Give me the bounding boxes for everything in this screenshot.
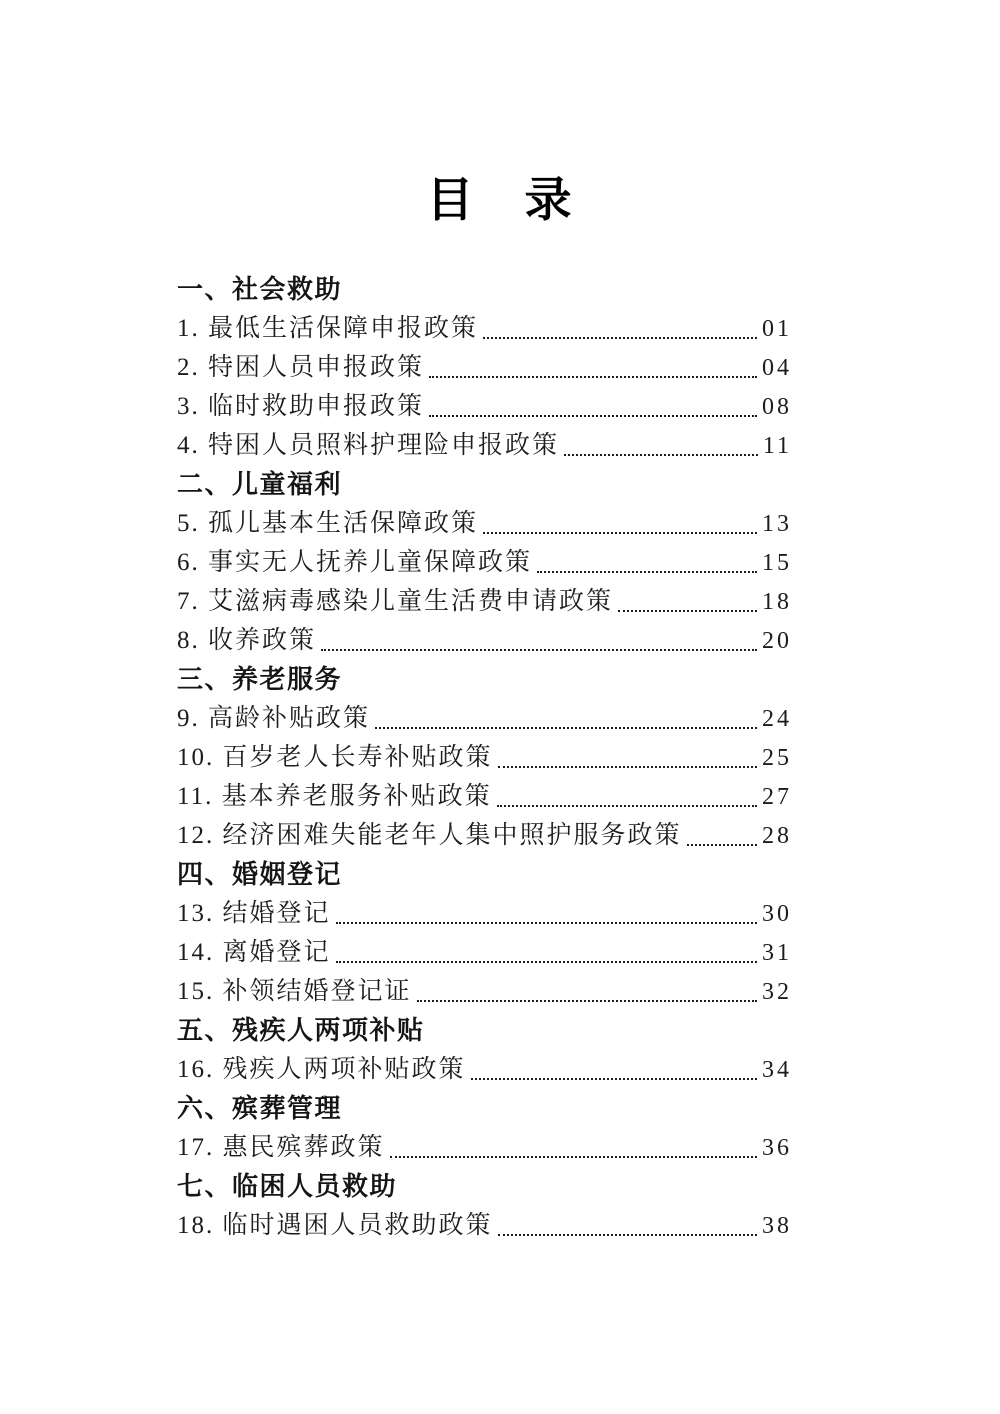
dot-leader [336,961,757,963]
toc-entry-label: 6. 事实无人抚养儿童保障政策 [177,549,533,576]
toc-entry-page: 36 [762,1135,792,1161]
section-heading-text: 一、社会救助 [177,274,343,304]
dot-leader [618,610,757,612]
toc-entry [177,348,792,387]
toc-entry-label: 16. 残疾人两项补贴政策 [177,1056,466,1083]
toc-entry-label: 7. 艾滋病毒感染儿童生活费申请政策 [177,588,614,615]
toc-section-heading [177,465,792,504]
toc-entry-label: 17. 惠民殡葬政策 [177,1134,385,1161]
toc-entry-page: 27 [762,784,792,810]
toc-section-heading [177,1167,792,1206]
dot-leader [390,1156,757,1158]
toc-entry-label: 12. 经济困难失能老年人集中照护服务政策 [177,822,682,849]
toc-entry-page: 34 [762,1057,792,1083]
toc-entry-page: 13 [762,511,792,537]
toc-entry-label: 1. 最低生活保障申报政策 [177,315,479,342]
dot-leader [498,766,757,768]
dot-leader [497,805,757,807]
dot-leader [336,922,757,924]
toc-entry [177,816,792,855]
toc-entry-label: 11. 基本养老服务补贴政策 [177,783,492,810]
toc-entry [177,309,792,348]
toc-entry-label: 5. 孤儿基本生活保障政策 [177,510,479,537]
toc-entry-label: 15. 补领结婚登记证 [177,978,412,1005]
section-heading-text: 七、临困人员救助 [177,1171,398,1201]
dot-leader [687,844,757,846]
toc-entry-label: 14. 离婚登记 [177,939,331,966]
toc-entry-page: 25 [762,745,792,771]
toc-section-heading [177,1089,792,1128]
dot-leader [429,376,757,378]
toc-entry [177,621,792,660]
toc-entry [177,699,792,738]
toc-entry-page: 15 [762,550,792,576]
toc-entry [177,387,792,426]
section-heading-text: 三、养老服务 [177,664,343,694]
toc-section-heading [177,660,792,699]
toc-entry-page: 30 [762,901,792,927]
toc-entry [177,504,792,543]
dot-leader [417,1000,757,1002]
toc-entry-label: 9. 高龄补贴政策 [177,705,371,732]
dot-leader [537,571,757,573]
dot-leader [471,1078,757,1080]
toc-entry-label: 18. 临时遇困人员救助政策 [177,1212,493,1239]
toc-entry-page: 11 [762,433,792,459]
toc-entry-page: 32 [762,979,792,1005]
toc-entry-label: 3. 临时救助申报政策 [177,393,425,420]
toc-entry-label: 13. 结婚登记 [177,900,331,927]
dot-leader [498,1234,757,1236]
toc-entry-page: 24 [762,706,792,732]
toc-section-heading [177,1011,792,1050]
toc-entry-page: 31 [762,940,792,966]
toc-entry-page: 18 [762,589,792,615]
page-title: 目 录 [426,175,574,227]
toc-entry-label: 10. 百岁老人长寿补贴政策 [177,744,493,771]
section-heading-text: 六、殡葬管理 [177,1093,343,1123]
dot-leader [483,532,757,534]
toc-entry [177,777,792,816]
toc-entry [177,543,792,582]
toc-entry [177,1128,792,1167]
toc-entry [177,1050,792,1089]
toc-entry-page: 38 [762,1213,792,1239]
dot-leader [483,337,757,339]
toc-entry [177,972,792,1011]
toc-entry [177,582,792,621]
section-heading-text: 四、婚姻登记 [177,859,343,889]
toc-entry-label: 8. 收养政策 [177,627,317,654]
dot-leader [564,454,758,456]
dot-leader [321,649,757,651]
toc-entry [177,738,792,777]
toc-entry-page: 20 [762,628,792,654]
toc-entry-page: 01 [762,316,792,342]
table-of-contents [177,270,792,1245]
toc-entry [177,426,792,465]
toc-entry-label: 4. 特困人员照料护理险申报政策 [177,432,560,459]
toc-entry-page: 08 [762,394,792,420]
toc-entry [177,1206,792,1245]
toc-entry-page: 04 [762,355,792,381]
dot-leader [375,727,757,729]
toc-entry-label: 2. 特困人员申报政策 [177,354,425,381]
toc-entry [177,933,792,972]
dot-leader [429,415,757,417]
toc-entry-page: 28 [762,823,792,849]
section-heading-text: 五、残疾人两项补贴 [177,1015,425,1045]
toc-section-heading [177,270,792,309]
section-heading-text: 二、儿童福利 [177,469,343,499]
toc-section-heading [177,855,792,894]
toc-entry [177,894,792,933]
